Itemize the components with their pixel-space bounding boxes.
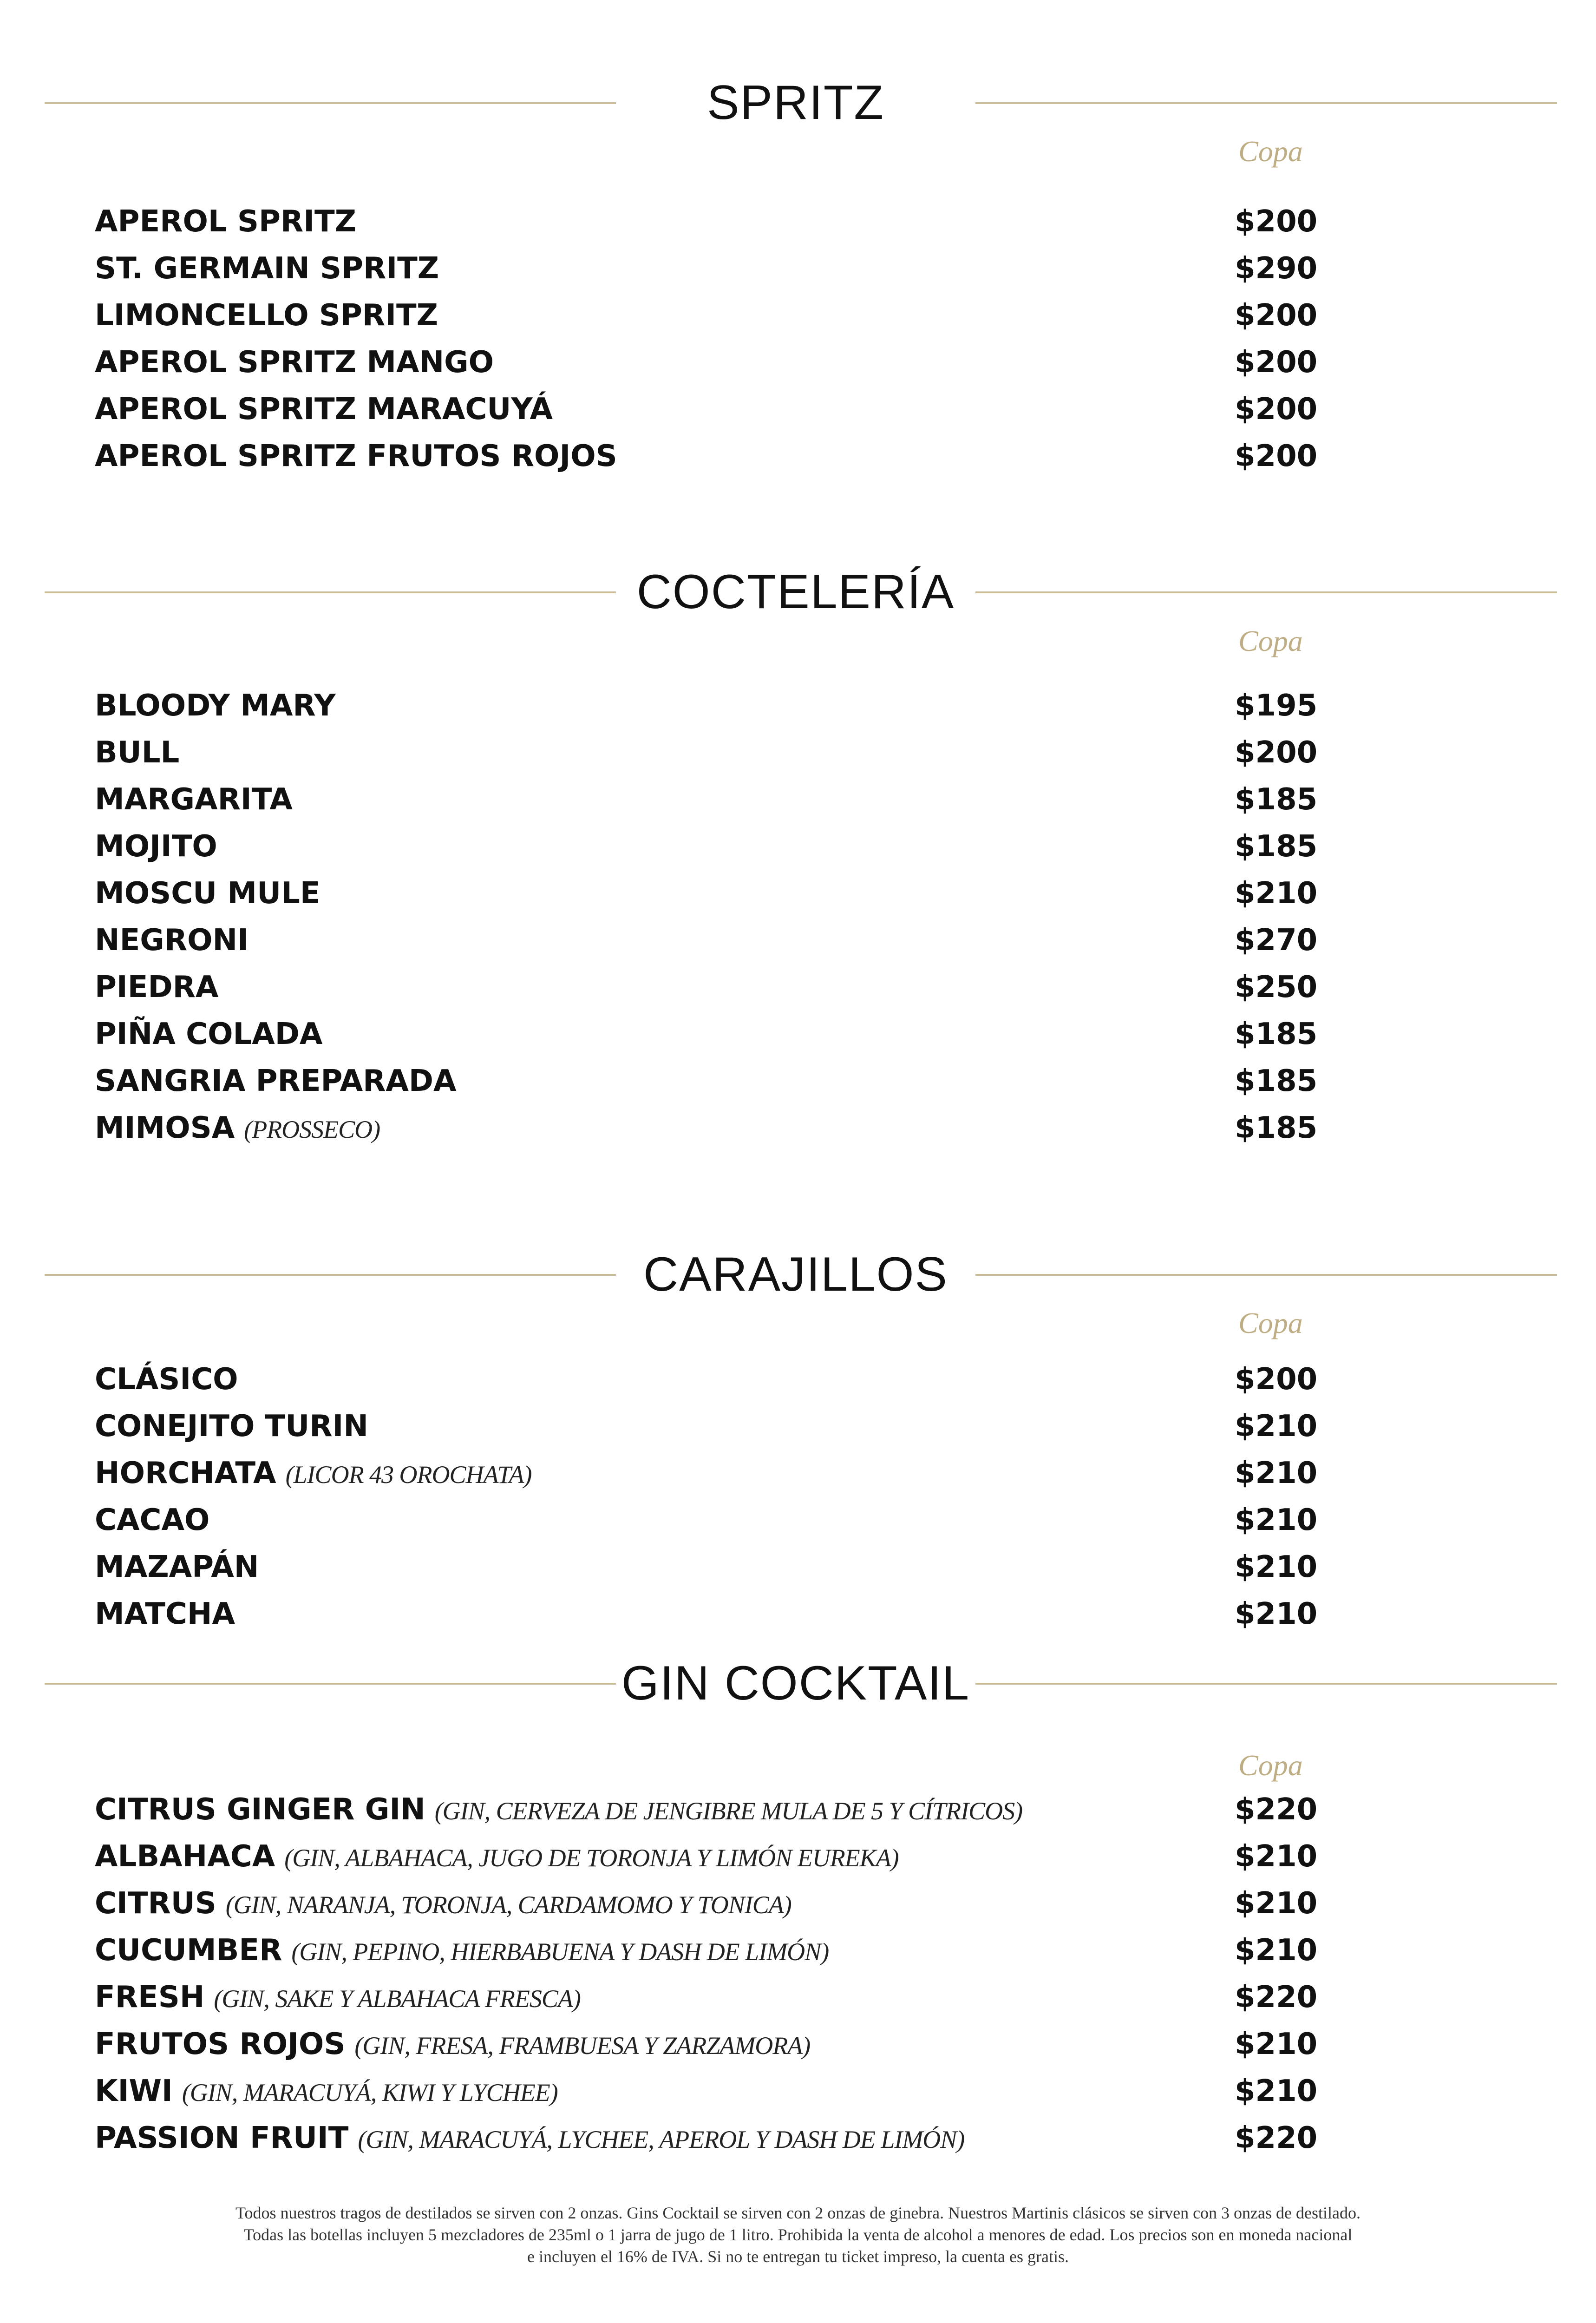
menu-item	[0, 1011, 1596, 1058]
item-price: $210	[1235, 876, 1318, 911]
item-note: (GIN, ALBAHACA, JUGO DE TORONJA Y LIMÓN EUREKA)	[284, 1844, 899, 1872]
header-rule-left	[45, 102, 616, 104]
section-header	[0, 75, 1596, 131]
menu-item	[0, 729, 1596, 776]
item-price: $185	[1235, 782, 1318, 817]
item-name: KIWI (GIN, MARACUYÁ, KIWI Y LYCHEE)	[95, 2074, 558, 2108]
item-name: MATCHA	[95, 1597, 235, 1631]
menu-item	[0, 2021, 1596, 2068]
menu-item	[0, 776, 1596, 823]
menu-item	[0, 1927, 1596, 1974]
section-header	[0, 1655, 1596, 1711]
menu-item	[0, 2115, 1596, 2162]
section-title: GIN COCKTAIL	[621, 1656, 970, 1710]
item-note: (LICOR 43 OROCHATA)	[285, 1461, 532, 1489]
item-name: APEROL SPRITZ MARACUYÁ	[95, 392, 553, 427]
section-title: CARAJILLOS	[643, 1247, 948, 1301]
menu-item	[0, 917, 1596, 964]
footer-disclaimer	[0, 2202, 1596, 2268]
item-price: $210	[1235, 2074, 1318, 2108]
header-rule-right	[975, 1683, 1557, 1685]
item-price: $210	[1235, 1550, 1318, 1584]
item-name: MOSCU MULE	[95, 876, 321, 911]
item-price: $185	[1235, 1064, 1318, 1098]
menu-item	[0, 292, 1596, 339]
section-header	[0, 564, 1596, 620]
menu-item	[0, 1450, 1596, 1497]
item-price: $210	[1235, 1456, 1318, 1490]
section-title: COCTELERÍA	[636, 565, 955, 619]
item-price: $250	[1235, 970, 1318, 1004]
item-note: (GIN, MARACUYÁ, KIWI Y LYCHEE)	[182, 2079, 558, 2106]
item-name: LIMONCELLO SPRITZ	[95, 298, 438, 333]
header-rule-right	[975, 102, 1557, 104]
item-name: BLOODY MARY	[95, 689, 336, 723]
item-price: $185	[1235, 829, 1318, 864]
header-rule-left	[45, 1274, 616, 1276]
item-name: APEROL SPRITZ	[95, 204, 357, 239]
item-price: $210	[1235, 1597, 1318, 1631]
item-note: (GIN, SAKE Y ALBAHACA FRESCA)	[214, 1985, 581, 2013]
item-note: (GIN, CERVEZA DE JENGIBRE MULA DE 5 Y CÍTRICOS)	[434, 1797, 1023, 1825]
item-price: $290	[1235, 251, 1318, 286]
header-rule-right	[975, 591, 1557, 593]
item-price: $210	[1235, 1886, 1318, 1921]
column-label-copa: Copa	[1238, 1306, 1303, 1339]
item-name: MARGARITA	[95, 782, 293, 817]
item-name: MOJITO	[95, 829, 217, 864]
item-name: PIEDRA	[95, 970, 219, 1004]
item-price: $195	[1235, 689, 1318, 723]
item-name: ST. GERMAIN SPRITZ	[95, 251, 439, 286]
item-name: BULL	[95, 735, 180, 770]
item-price: $210	[1235, 1409, 1318, 1444]
item-price: $210	[1235, 1503, 1318, 1537]
item-name: ALBAHACA (GIN, ALBAHACA, JUGO DE TORONJA Y LIMÓN EUREKA)	[95, 1839, 899, 1874]
menu-item	[0, 1880, 1596, 1927]
item-name: NEGRONI	[95, 923, 249, 958]
footer-line: Todos nuestros tragos de destilados se sirven con 2 onzas. Gins Cocktail se sirven con 2 onzas de ginebra. Nuestros Martinis clásicos se sirven con 3 onzas de destilado.	[235, 2204, 1361, 2222]
item-name: CUCUMBER (GIN, PEPINO, HIERBABUENA Y DASH DE LIMÓN)	[95, 1933, 829, 1968]
item-name: CITRUS GINGER GIN (GIN, CERVEZA DE JENGIBRE MULA DE 5 Y CÍTRICOS)	[95, 1792, 1023, 1827]
section-header	[0, 1247, 1596, 1302]
item-price: $200	[1235, 345, 1318, 380]
item-note: (GIN, MARACUYÁ, LYCHEE, APEROL Y DASH DE LIMÓN)	[358, 2126, 965, 2153]
item-price: $200	[1235, 735, 1318, 770]
item-name: APEROL SPRITZ MANGO	[95, 345, 494, 380]
item-name: MIMOSA (PROSSECO)	[95, 1111, 380, 1145]
item-name: PASSION FRUIT (GIN, MARACUYÁ, LYCHEE, APEROL Y DASH DE LIMÓN)	[95, 2121, 965, 2155]
footer-line: e incluyen el 16% de IVA. Si no te entregan tu ticket impreso, la cuenta es gratis.	[527, 2247, 1069, 2266]
header-rule-left	[45, 1683, 616, 1685]
menu-item	[0, 1105, 1596, 1152]
header-rule-right	[975, 1274, 1557, 1276]
item-name: HORCHATA (LICOR 43 OROCHATA)	[95, 1456, 532, 1490]
column-label-copa: Copa	[1238, 135, 1303, 168]
menu-item	[0, 823, 1596, 870]
column-label-copa: Copa	[1238, 624, 1303, 657]
menu-item	[0, 1497, 1596, 1544]
item-name: CLÁSICO	[95, 1362, 238, 1397]
menu-item	[0, 682, 1596, 729]
menu-item	[0, 198, 1596, 245]
menu-item	[0, 1058, 1596, 1105]
menu-item	[0, 2068, 1596, 2115]
item-price: $200	[1235, 392, 1318, 427]
item-price: $270	[1235, 923, 1318, 958]
item-price: $220	[1235, 2121, 1318, 2155]
menu-item	[0, 1786, 1596, 1833]
menu-item	[0, 386, 1596, 433]
menu-item	[0, 1591, 1596, 1638]
item-note: (GIN, FRESA, FRAMBUESA Y ZARZAMORA)	[354, 2032, 811, 2060]
menu-item	[0, 245, 1596, 292]
item-name: MAZAPÁN	[95, 1550, 259, 1584]
menu-item	[0, 1403, 1596, 1450]
item-note: (PROSSECO)	[244, 1116, 380, 1143]
menu-item	[0, 339, 1596, 386]
menu-item	[0, 870, 1596, 917]
item-note: (GIN, NARANJA, TORONJA, CARDAMOMO Y TONICA)	[225, 1891, 791, 1919]
item-price: $200	[1235, 298, 1318, 333]
item-name: CONEJITO TURIN	[95, 1409, 368, 1444]
item-name: APEROL SPRITZ FRUTOS ROJOS	[95, 439, 617, 473]
item-name: FRUTOS ROJOS (GIN, FRESA, FRAMBUESA Y ZARZAMORA)	[95, 2027, 811, 2061]
item-note: (GIN, PEPINO, HIERBABUENA Y DASH DE LIMÓN)	[291, 1938, 829, 1966]
menu-item	[0, 1356, 1596, 1403]
menu-item	[0, 1544, 1596, 1591]
item-name: PIÑA COLADA	[95, 1017, 323, 1051]
item-name: SANGRIA PREPARADA	[95, 1064, 457, 1098]
menu-item	[0, 964, 1596, 1011]
item-price: $200	[1235, 204, 1318, 239]
item-price: $200	[1235, 439, 1318, 473]
item-price: $185	[1235, 1111, 1318, 1145]
section-title: SPRITZ	[707, 76, 884, 130]
menu-item	[0, 1974, 1596, 2021]
item-price: $210	[1235, 2027, 1318, 2061]
item-name: FRESH (GIN, SAKE Y ALBAHACA FRESCA)	[95, 1980, 581, 2015]
menu-item	[0, 1833, 1596, 1880]
item-price: $200	[1235, 1362, 1318, 1397]
item-price: $210	[1235, 1933, 1318, 1968]
menu-item	[0, 433, 1596, 480]
column-label-copa: Copa	[1238, 1749, 1303, 1782]
item-name: CACAO	[95, 1503, 210, 1537]
item-price: $185	[1235, 1017, 1318, 1051]
header-rule-left	[45, 591, 616, 593]
item-price: $210	[1235, 1839, 1318, 1874]
item-name: CITRUS (GIN, NARANJA, TORONJA, CARDAMOMO Y TONICA)	[95, 1886, 791, 1921]
footer-line: Todas las botellas incluyen 5 mezcladores de 235ml o 1 jarra de jugo de 1 litro. Prohibida la venta de alcohol a menores de edad. Los precios son en moneda nacional	[243, 2225, 1353, 2244]
item-price: $220	[1235, 1792, 1318, 1827]
item-price: $220	[1235, 1980, 1318, 2015]
